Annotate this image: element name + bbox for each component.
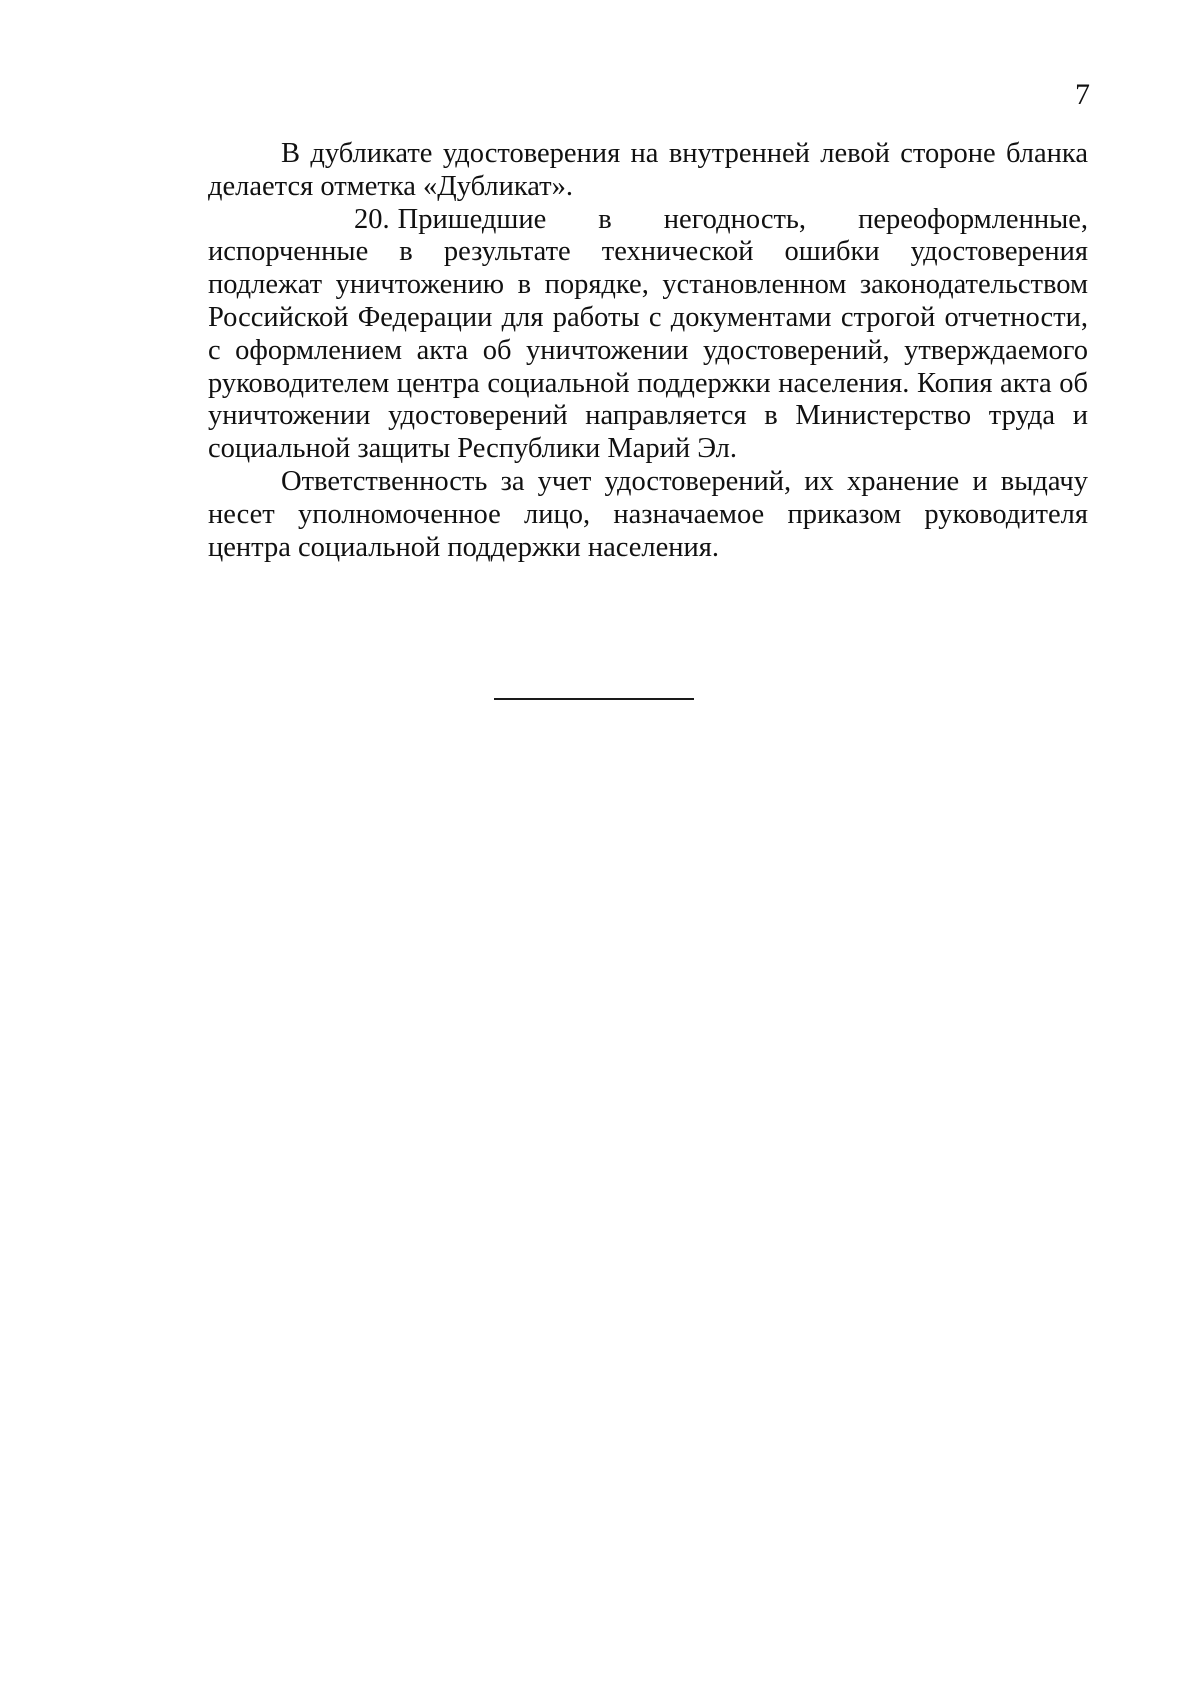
- document-body: [208, 138, 1088, 564]
- page-number: 7: [1075, 78, 1090, 111]
- paragraph-duplicate-mark: [208, 138, 1088, 204]
- end-of-document-rule: [494, 698, 694, 700]
- paragraph-text: Пришедшие в негодность, переоформленные, испорченные в результате технической ошибки удостоверения подлежат уничтожению в порядке, установленном законодательством Российской Федерации для работы с документами строгой отчетности, с оформлением акта об уничтожении удостоверений, утверждаемого руководителем центра социальной поддержки населения. Копия акта об уничтожении удостоверений направляется в Министерство труда и социальной защиты Республики Марий Эл.: [208, 203, 1088, 465]
- paragraph-text: Ответственность за учет удостоверений, их хранение и выдачу несет уполномоченное лицо, назначаемое приказом руководителя центра социальной поддержки населения.: [208, 465, 1088, 563]
- paragraph-responsibility: [208, 466, 1088, 564]
- paragraph-text: В дубликате удостоверения на внутренней левой стороне бланка делается отметка «Дубликат».: [208, 138, 1088, 202]
- paragraph-20-destruction: [208, 204, 1088, 466]
- paragraph-number: 20.: [354, 203, 390, 235]
